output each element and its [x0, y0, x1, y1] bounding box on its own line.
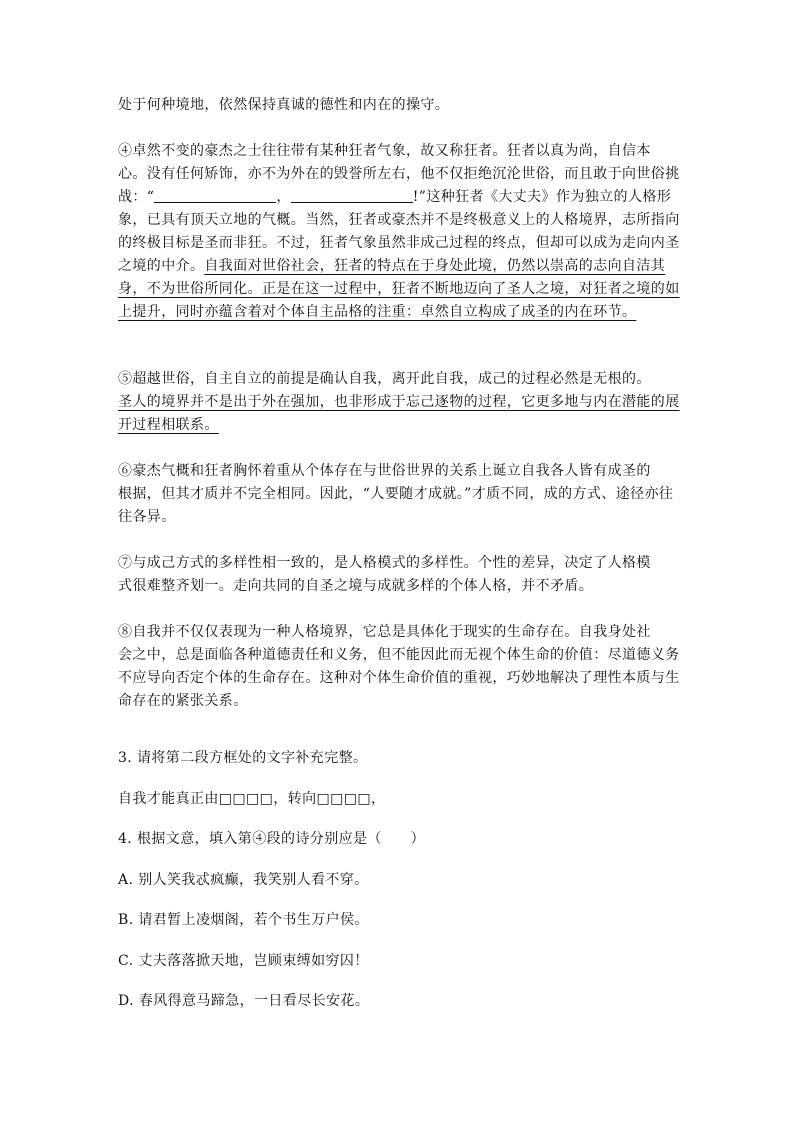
option-b[interactable]: B. 请君暂上凌烟阁，若个书生万户侯。: [118, 912, 369, 928]
p4-line-7: 身，不为世俗所同化。正是在这一过程中，狂者不断地迈向了圣人之境，对狂者之境的如: [118, 281, 680, 297]
p8-line-1: ⑧自我并不仅仅表现为一种人格境界，它总是具体化于现实的生命存在。自我身处社: [118, 624, 651, 640]
p4-line-4: 象，已具有顶天立地的气概。当然，狂者或豪杰并不是终极意义上的人格境界，志所指向: [118, 212, 680, 228]
p5-line-2: 圣人的境界并不是出于外在强加，也非形成于忘己逐物的过程，它更多地与内在潜能的展: [118, 394, 680, 410]
p4-line-3: [118, 187, 671, 207]
p4-line-8: 上提升，同时亦蕴含着对个体自主品格的注重：卓然自立构成了成圣的内在环节。: [118, 304, 637, 320]
p7-line-1: ⑦与成己方式的多样性相一致的，是人格模式的多样性。个性的差异，决定了人格模: [118, 555, 651, 571]
option-a[interactable]: A. 别人笑我忒疯癫，我笑别人看不穿。: [118, 872, 369, 888]
p6-line-2: 根据，但其才质并不完全相同。因此，“人要随才成就。”才质不同，成的方式、途径亦往: [118, 486, 674, 502]
question-3: 3. 请将第二段方框处的文字补充完整。: [118, 750, 368, 766]
p4-line-6: [118, 256, 665, 276]
p4-line-5: 的终极目标是圣而非狂。不过，狂者气象虽然非成己过程的终点，但却可以成为走向内圣: [118, 235, 680, 251]
poem-blank-1[interactable]: [154, 188, 276, 203]
p8-line-4: 命存在的紧张关系。: [118, 693, 248, 709]
option-c[interactable]: C. 丈夫落落掀天地，岂顾束缚如穷囚！: [118, 953, 369, 969]
question-4: 4. 根据文意，填入第④段的诗分别应是（ ）: [118, 831, 426, 847]
p4-line-6-plain: 之境的中介。: [118, 258, 205, 274]
p6-line-1: ⑥豪杰气概和狂者胸怀着重从个体存在与世俗世界的关系上诞立自我各人皆有成圣的: [118, 463, 651, 479]
p6-line-3: 往各异。: [118, 509, 176, 525]
p4-line-2: 心。没有任何矫饰，亦不为外在的毁誉所左右，他不仅拒绝沉沦世俗，而且敢于向世俗挑: [118, 166, 680, 182]
p8-line-3: 不应导向否定个体的生命存在。这种对个体生命价值的重视，巧妙地解决了理性本质与生: [118, 670, 680, 686]
p8-line-2: 会之中，总是面临各种道德责任和义务，但不能因此而无视个体生命的价值：尽道德义务: [118, 647, 680, 663]
p7-line-2: 式很难整齐划一。走向共同的自圣之境与成就多样的个体人格，并不矛盾。: [118, 578, 594, 594]
p4-line-1: ④卓然不变的豪杰之士往往带有某种狂者气象，故又称狂者。狂者以真为尚，自信本: [118, 143, 651, 159]
poem-blank-2[interactable]: [291, 188, 413, 203]
p4-line-3-start: 战：“: [118, 189, 155, 205]
intro-tail-line: 处于何种境地，依然保持真诚的德性和内在的操守。: [118, 97, 450, 113]
p4-line-3-end: !”这种狂者《大丈夫》作为独立的人格形: [412, 189, 672, 205]
p4-line-6-underlined: 自我面对世俗社会，狂者的特点在于身处此境，仍然以崇高的志向自洁其: [204, 258, 666, 274]
option-d[interactable]: D. 春风得意马蹄急，一日看尽长安花。: [118, 993, 370, 1009]
p4-line-3-comma: ，: [276, 189, 291, 205]
question-3-answer: 自我才能真正由□□□□，转向□□□□，: [118, 791, 386, 807]
p5-line-1: ⑤超越世俗，自主自立的前提是确认自我，离开此自我，成己的过程必然是无根的。: [118, 371, 651, 387]
p5-line-3: 开过程相联系。: [118, 417, 219, 433]
